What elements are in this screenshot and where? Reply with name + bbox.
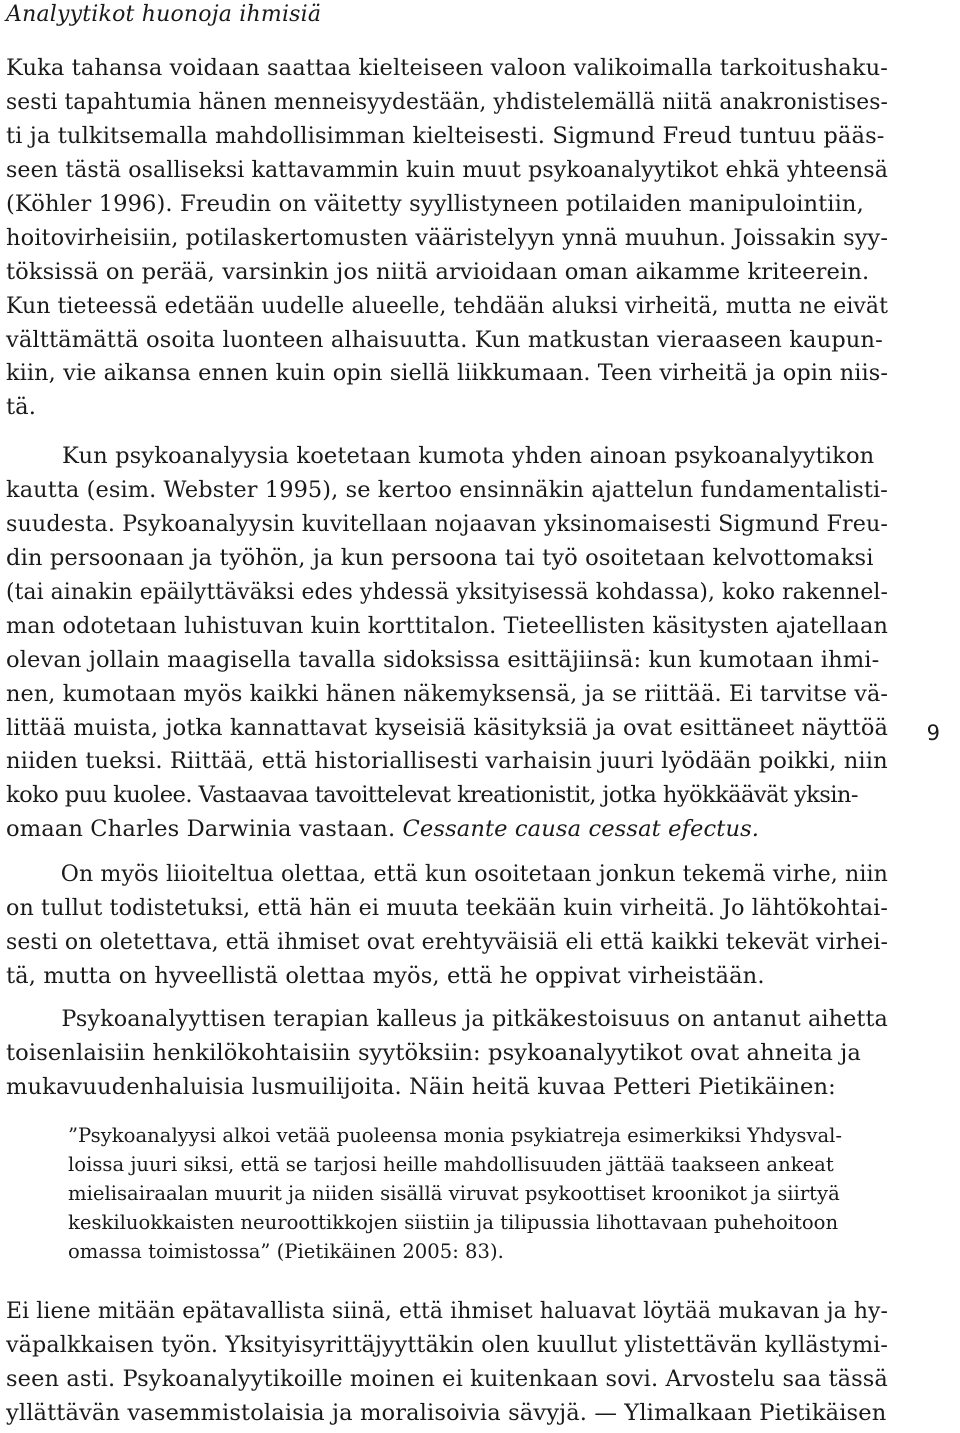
- paragraph-3: [6, 858, 888, 994]
- text-line: olevan jollain maagisella tavalla sidoksissa esittäjiinsä: kun kumotaan ihmi-: [6, 646, 880, 673]
- text-line: kiin, vie aikansa ennen kuin opin siellä liikkumaan. Teen virheitä ja opin niis-: [6, 360, 888, 387]
- paragraph-2: [6, 440, 888, 847]
- text-line: koko puu kuolee. Vastaavaa tavoittelevat kreationistit, jotka hyökkäävät yksin-: [6, 782, 858, 809]
- quote-line: omassa toimistossa” (Pietikäinen 2005: 83).: [68, 1240, 504, 1264]
- block-quote: [68, 1121, 888, 1266]
- text-line: toisenlaisiin henkilökohtaisiin syytöksiin: psykoanalyytikot ovat ahneita ja: [6, 1039, 861, 1066]
- text-line: töksissä on perää, varsinkin jos niitä arvioidaan oman aikamme kriteerein.: [6, 258, 870, 285]
- text-line: tä, mutta on hyveellistä olettaa myös, että he oppivat virheistään.: [6, 962, 765, 989]
- text-line: kautta (esim. Webster 1995), se kertoo ensinnäkin ajattelun fundamentalisti-: [6, 476, 888, 503]
- text-line: mukavuudenhaluisia lusmuilijoita. Näin heitä kuvaa Petteri Pietikäinen:: [6, 1073, 836, 1100]
- text-line: din persoonaan ja työhön, ja kun persoona tai työ osoitetaan kelvottomaksi: [6, 544, 874, 571]
- text-line: sesti tapahtumia hänen menneisyydestään, yhdistelemällä niitä anakronistises-: [6, 88, 888, 115]
- text-line: on tullut todistetuksi, että hän ei muuta teekään kuin virheitä. Jo lähtökohtai-: [6, 894, 888, 921]
- latin-phrase: Cessante causa cessat efectus.: [402, 816, 760, 843]
- text-line: littää muista, jotka kannattavat kyseisiä käsityksiä ja ovat esittäneet näyttöä: [6, 714, 889, 741]
- text-line: (tai ainakin epäilyttäväksi edes yhdessä yksityisessä kohdassa), koko rakennel-: [6, 578, 888, 605]
- text-line: Kun psykoanalyysia koetetaan kumota yhden ainoan psykoanalyytikon: [62, 443, 875, 469]
- text-line: On myös liioiteltua olettaa, että kun osoitetaan jonkun tekemä virhe, niin: [60, 861, 888, 887]
- quote-line: mielisairaalan muurit ja niiden sisällä viruvat psykoottiset kroonikot ja siirtyä: [68, 1182, 840, 1206]
- text-line: Kuka tahansa voidaan saattaa kielteiseen valoon valikoimalla tarkoitushaku-: [6, 55, 888, 81]
- text-span: omaan Charles Darwinia vastaan.: [6, 816, 403, 843]
- paragraph-5: [6, 1295, 888, 1431]
- text-line-with-latin: [6, 813, 888, 847]
- running-head-title: Analyytikot huonoja ihmisiä: [6, 2, 322, 27]
- text-line: Psykoanalyyttisen terapian kalleus ja pitkäkestoisuus on antanut aihetta: [61, 1006, 888, 1032]
- text-line: tä.: [6, 394, 37, 421]
- quote-line: loissa juuri siksi, että se tarjosi heille mahdollisuuden jättää taakseen ankeat: [68, 1153, 834, 1177]
- text-line: seen asti. Psykoanalyytikoille moinen ei kuitenkaan sovi. Arvostelu saa tässä: [6, 1365, 888, 1392]
- text-line: välttämättä osoita luonteen alhaisuutta. Kun matkustan vieraaseen kaupun-: [6, 326, 883, 353]
- text-line: (Köhler 1996). Freudin on väitetty syyllistyneen potilaiden manipulointiin,: [6, 190, 864, 217]
- text-line: seen tästä osalliseksi kattavammin kuin muut psykoanalyytikot ehkä yhteensä: [6, 156, 889, 183]
- text-line: nen, kumotaan myös kaikki hänen näkemyksensä, ja se riittää. Ei tarvitse vä-: [6, 680, 889, 707]
- paragraph-1: [6, 52, 888, 425]
- text-line: suudesta. Psykoanalyysin kuvitellaan nojaavan yksinomaisesti Sigmund Freu-: [6, 510, 889, 537]
- quote-line: keskiluokkaisten neuroottikkojen siistiin ja tilipussia lihottavaan puhehoitoon: [68, 1211, 839, 1235]
- text-line: väpalkkaisen työn. Yksityisyrittäjyyttäkin olen kuullut ylistettävän kyllästymi-: [6, 1331, 889, 1358]
- quote-line: ”Psykoanalyysi alkoi vetää puoleensa monia psykiatreja esimerkiksi Yhdysval-: [68, 1124, 843, 1147]
- text-line: niiden tueksi. Riittää, että historiallisesti varhaisin juuri lyödään poikki, niin: [6, 748, 888, 775]
- text-line: yllättävän vasemmistolaisia ja moralisoivia sävyjä. — Ylimalkaan Pietikäisen: [6, 1399, 887, 1426]
- text-line: Ei liene mitään epätavallista siinä, että ihmiset haluavat löytää mukavan ja hy-: [6, 1298, 889, 1324]
- text-line: man odotetaan luhistuvan kuin korttitalon. Tieteellisten käsitysten ajatellaan: [6, 612, 889, 639]
- text-line: hoitovirheisiin, potilaskertomusten vääristelyyn ynnä muuhun. Joissakin syy-: [6, 224, 889, 251]
- paragraph-4: [6, 1003, 888, 1105]
- text-line: Kun tieteessä edetään uudelle alueelle, tehdään aluksi virheitä, mutta ne eivät: [6, 292, 889, 319]
- page-number: 9: [926, 721, 940, 745]
- text-line: ti ja tulkitsemalla mahdollisimman kielteisesti. Sigmund Freud tuntuu pääs-: [6, 122, 885, 149]
- text-line: sesti on oletettava, että ihmiset ovat erehtyväisiä eli että kaikki tekevät virhei-: [6, 928, 888, 955]
